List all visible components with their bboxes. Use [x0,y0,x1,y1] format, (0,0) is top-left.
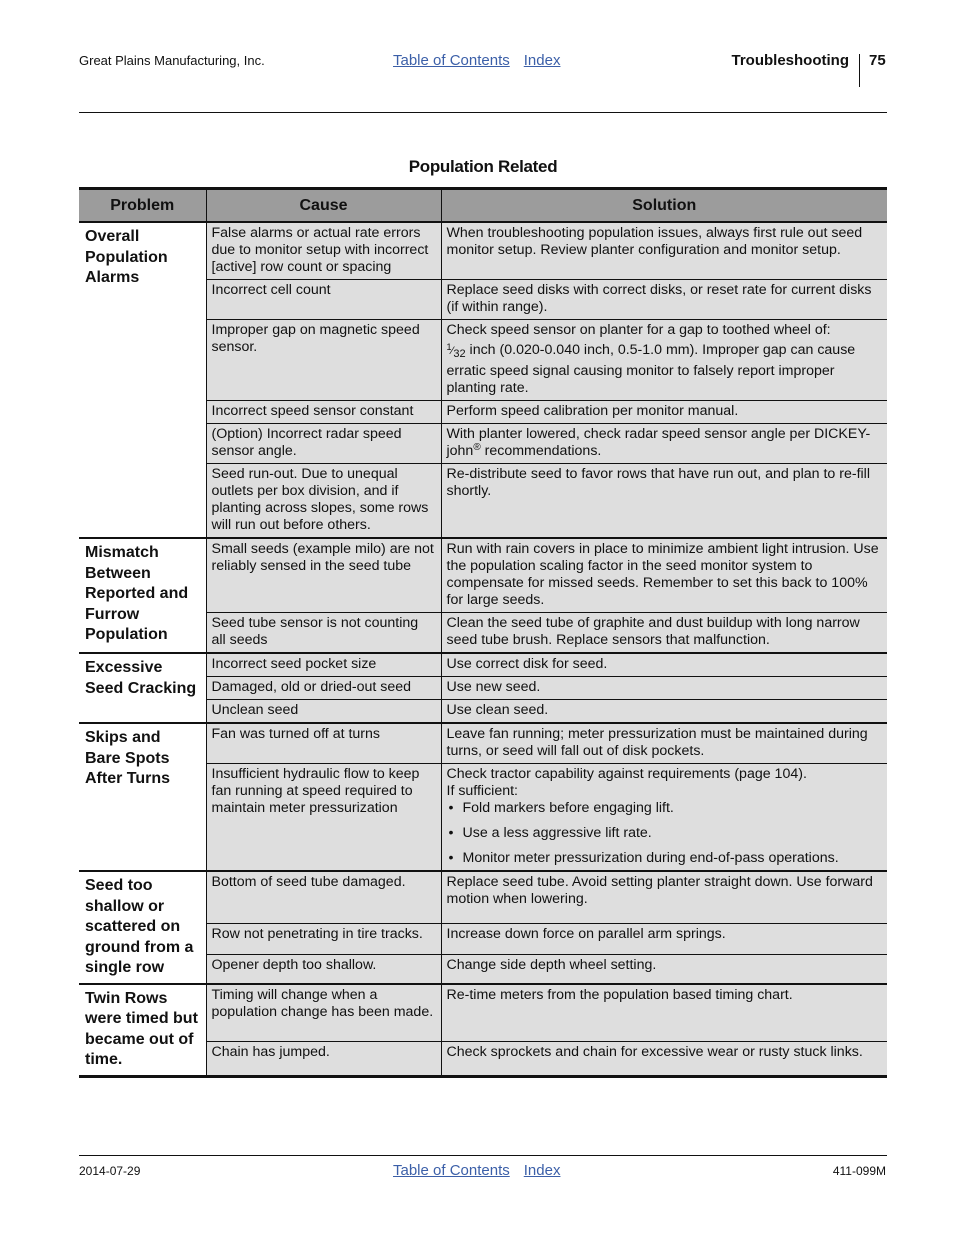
top-nav [393,52,574,69]
cause-cell: Incorrect speed sensor constant [206,401,441,424]
index-link[interactable]: Index [523,52,561,69]
solution-cell: Re-time meters from the population based timing chart. [441,984,887,1042]
footer-rule [79,1155,887,1156]
solution-text: Check speed sensor on planter for a gap to toothed wheel of: [446,322,831,338]
table-header-row [79,189,887,223]
header-rule [79,112,887,113]
cause-cell: Chain has jumped. [206,1042,441,1076]
solution-cell: When troubleshooting population issues, always first rule out seed monitor setup. Review planter configuration and monitor setup. [441,222,887,280]
bullet-item: • Use a less aggressive lift rate. [447,825,883,842]
solution-cell: Perform speed calibration per monitor manual. [441,401,887,424]
solution-cell: Use correct disk for seed. [441,653,887,677]
fraction-numerator: 1 [446,342,452,352]
solution-cell: Use new seed. [441,677,887,700]
solution-cell [441,764,887,872]
solution-cell: Re-distribute seed to favor rows that have run out, and plan to re-fill shortly. [441,464,887,539]
table-title: Population Related [408,157,558,176]
solution-text: With planter lowered, check radar speed sensor angle per DICKEY-john [446,426,871,459]
table-row [79,653,887,677]
problem-cell: Mismatch Between Reported and Furrow Population [79,538,206,653]
header-divider [859,54,860,87]
cause-cell: Improper gap on magnetic speed sensor. [206,320,441,401]
cause-cell: Damaged, old or dried-out seed [206,677,441,700]
page-number: 75 [869,52,886,69]
solution-cell: Change side depth wheel setting. [441,954,887,984]
solution-cell: Check sprockets and chain for excessive wear or rusty stuck links. [441,1042,887,1076]
cause-cell: Insufficient hydraulic flow to keep fan running at speed required to maintain meter pressurization [206,764,441,872]
cause-cell: Seed run-out. Due to unequal outlets per box division, and if planting across slopes, some rows will run out before others. [206,464,441,539]
solution-cell [441,424,887,464]
table-row [79,723,887,764]
solution-cell: Use clean seed. [441,700,887,724]
troubleshooting-table [79,187,887,1078]
cause-cell: Fan was turned off at turns [206,723,441,764]
problem-cell: Excessive Seed Cracking [79,653,206,723]
solution-cell: Replace seed tube. Avoid setting planter straight down. Use forward motion when lowering. [441,871,887,924]
solution-cell: Replace seed disks with correct disks, or reset rate for current disks (if within range). [441,280,887,320]
cause-cell: Row not penetrating in tire tracks. [206,924,441,954]
cause-cell: Seed tube sensor is not counting all seeds [206,613,441,654]
column-header-cause: Cause [206,189,441,223]
cause-cell: Small seeds (example milo) are not reliably sensed in the seed tube [206,538,441,613]
cause-cell: Timing will change when a population change has been made. [206,984,441,1042]
bottom-nav [393,1162,574,1179]
table-row [79,538,887,613]
solution-cell: Increase down force on parallel arm springs. [441,924,887,954]
cause-cell: (Option) Incorrect radar speed sensor angle. [206,424,441,464]
table-row [79,984,887,1042]
registered-mark: ® [473,442,481,453]
cause-cell: Incorrect seed pocket size [206,653,441,677]
problem-cell: Twin Rows were timed but became out of time. [79,984,206,1077]
table-of-contents-link[interactable]: Table of Contents [393,1162,510,1179]
cause-cell: Bottom of seed tube damaged. [206,871,441,924]
column-header-solution: Solution [441,189,887,223]
bullet-list [447,800,883,867]
solution-text: If sufficient: [446,783,518,799]
bullet-item: • Monitor meter pressurization during end-of-pass operations. [447,850,883,867]
fraction-denominator: 32 [453,348,466,360]
problem-cell: Overall Population Alarms [79,222,206,538]
index-link[interactable]: Index [523,1162,561,1179]
table-row [79,222,887,280]
fraction: $^1⁄_{32}$ [446,342,466,360]
problem-cell: Skips and Bare Spots After Turns [79,723,206,871]
document-code: 411-099M [832,1164,886,1178]
footer-date: 2014-07-29 [79,1164,141,1178]
table-of-contents-link[interactable]: Table of Contents [393,52,510,69]
column-header-problem: Problem [79,189,206,223]
solution-cell: Clean the seed tube of graphite and dust buildup with long narrow seed tube brush. Replace sensors that malfunction. [441,613,887,654]
cause-cell: Incorrect cell count [206,280,441,320]
solution-text: inch (0.020-0.040 inch, 0.5-1.0 mm). Improper gap can cause erratic speed signal causing monitor to falsely report improper planting rate. [446,342,856,396]
cause-cell: Opener depth too shallow. [206,954,441,984]
company-name: Great Plains Manufacturing, Inc. [79,53,265,68]
solution-text: recommendations. [480,443,602,459]
solution-cell [441,320,887,401]
table-row [79,871,887,924]
cause-cell: Unclean seed [206,700,441,724]
solution-cell: Run with rain covers in place to minimize ambient light intrusion. Use the population scaling factor in the seed monitor system to compensate for missed seeds. Remember to set this back to 100% for large seeds. [441,538,887,613]
solution-text: Check tractor capability against requirements (page 104). [446,766,807,782]
solution-cell: Leave fan running; meter pressurization must be maintained during turns, or seed will fall out of disk pockets. [441,723,887,764]
bullet-item: • Fold markers before engaging lift. [447,800,883,817]
section-title: Troubleshooting [731,52,849,69]
cause-cell: False alarms or actual rate errors due to monitor setup with incorrect [active] row count or spacing [206,222,441,280]
problem-cell: Seed too shallow or scattered on ground from a single row [79,871,206,984]
